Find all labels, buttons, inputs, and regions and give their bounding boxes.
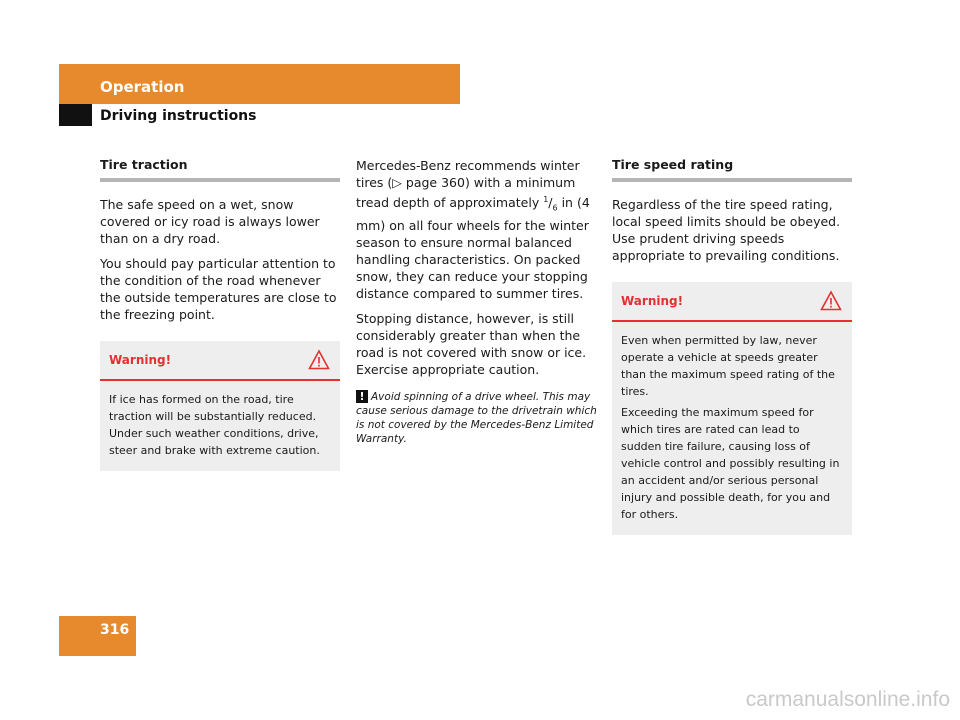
subsection-title: Driving instructions (100, 108, 257, 124)
paragraph: Regardless of the tire speed rating, local speed limits should be obeyed. Use prudent driving speeds appropriate to prevailing conditions. (612, 197, 841, 263)
warning-box (100, 341, 340, 471)
warning-triangle-icon (308, 349, 330, 371)
heading-tire-speed-rating: Tire speed rating (612, 157, 852, 182)
fraction-numerator: 1 (543, 195, 549, 204)
text-span: page 360) with a minimum tread depth of approximately (356, 175, 576, 211)
text-span: in (4 mm) on all four wheels for the winter season to ensure normal balanced handling characteristics. On packed snow, they can reduce your stopping distance compared to summer tires. (356, 195, 590, 301)
heading-tire-traction: Tire traction (100, 157, 340, 182)
warning-body (100, 381, 340, 471)
watermark: carmanualsonline.info (745, 688, 950, 711)
page-ref-arrow-icon: ▷ (392, 175, 402, 190)
warning-text: If ice has formed on the road, tire traction will be substantially reduced. Under such weather conditions, drive, steer and brake with extreme caution. (109, 393, 320, 457)
page-number: 316 (100, 622, 130, 638)
warning-header (100, 341, 340, 381)
fraction-separator: / (548, 195, 553, 211)
warning-box (612, 282, 852, 535)
column-winter-tires (356, 157, 600, 446)
warning-title: Warning! (621, 294, 684, 308)
fraction-denominator: 6 (552, 203, 558, 213)
note-text: Avoid spinning of a drive wheel. This may cause serious damage to the drivetrain which is not covered by the Mercedes-Benz Limited Warranty. (356, 390, 597, 445)
caution-note (356, 390, 600, 446)
text-span: Mercedes-Benz recommends winter tires ( (356, 158, 580, 190)
warning-body (612, 322, 852, 535)
paragraph: The safe speed on a wet, snow covered or icy road is always lower than on a dry road. (100, 197, 320, 246)
warning-text: Even when permitted by law, never operate a vehicle at speeds greater than the maximum speed rating of the tires. (621, 334, 835, 398)
section-title: Operation (100, 78, 185, 96)
warning-triangle-icon (820, 290, 842, 312)
warning-text: Exceeding the maximum speed for which tires are rated can lead to sudden tire failure, causing loss of vehicle control and possibly resulting in an accident and/or serious personal injury and possible death, for you and for others. (621, 406, 840, 521)
paragraph (356, 157, 600, 302)
warning-title: Warning! (109, 353, 172, 367)
paragraph: You should pay particular attention to the condition of the road whenever the outside temperatures are close to the freezing point. (100, 256, 337, 322)
exclamation-icon: ! (356, 390, 368, 403)
section-tab (59, 104, 92, 126)
paragraph: Stopping distance, however, is still considerably greater than when the road is not covered with snow or ice. Exercise appropriate caution. (356, 310, 587, 377)
warning-header (612, 282, 852, 322)
column-tire-traction (100, 157, 340, 471)
column-tire-speed-rating (612, 157, 852, 535)
